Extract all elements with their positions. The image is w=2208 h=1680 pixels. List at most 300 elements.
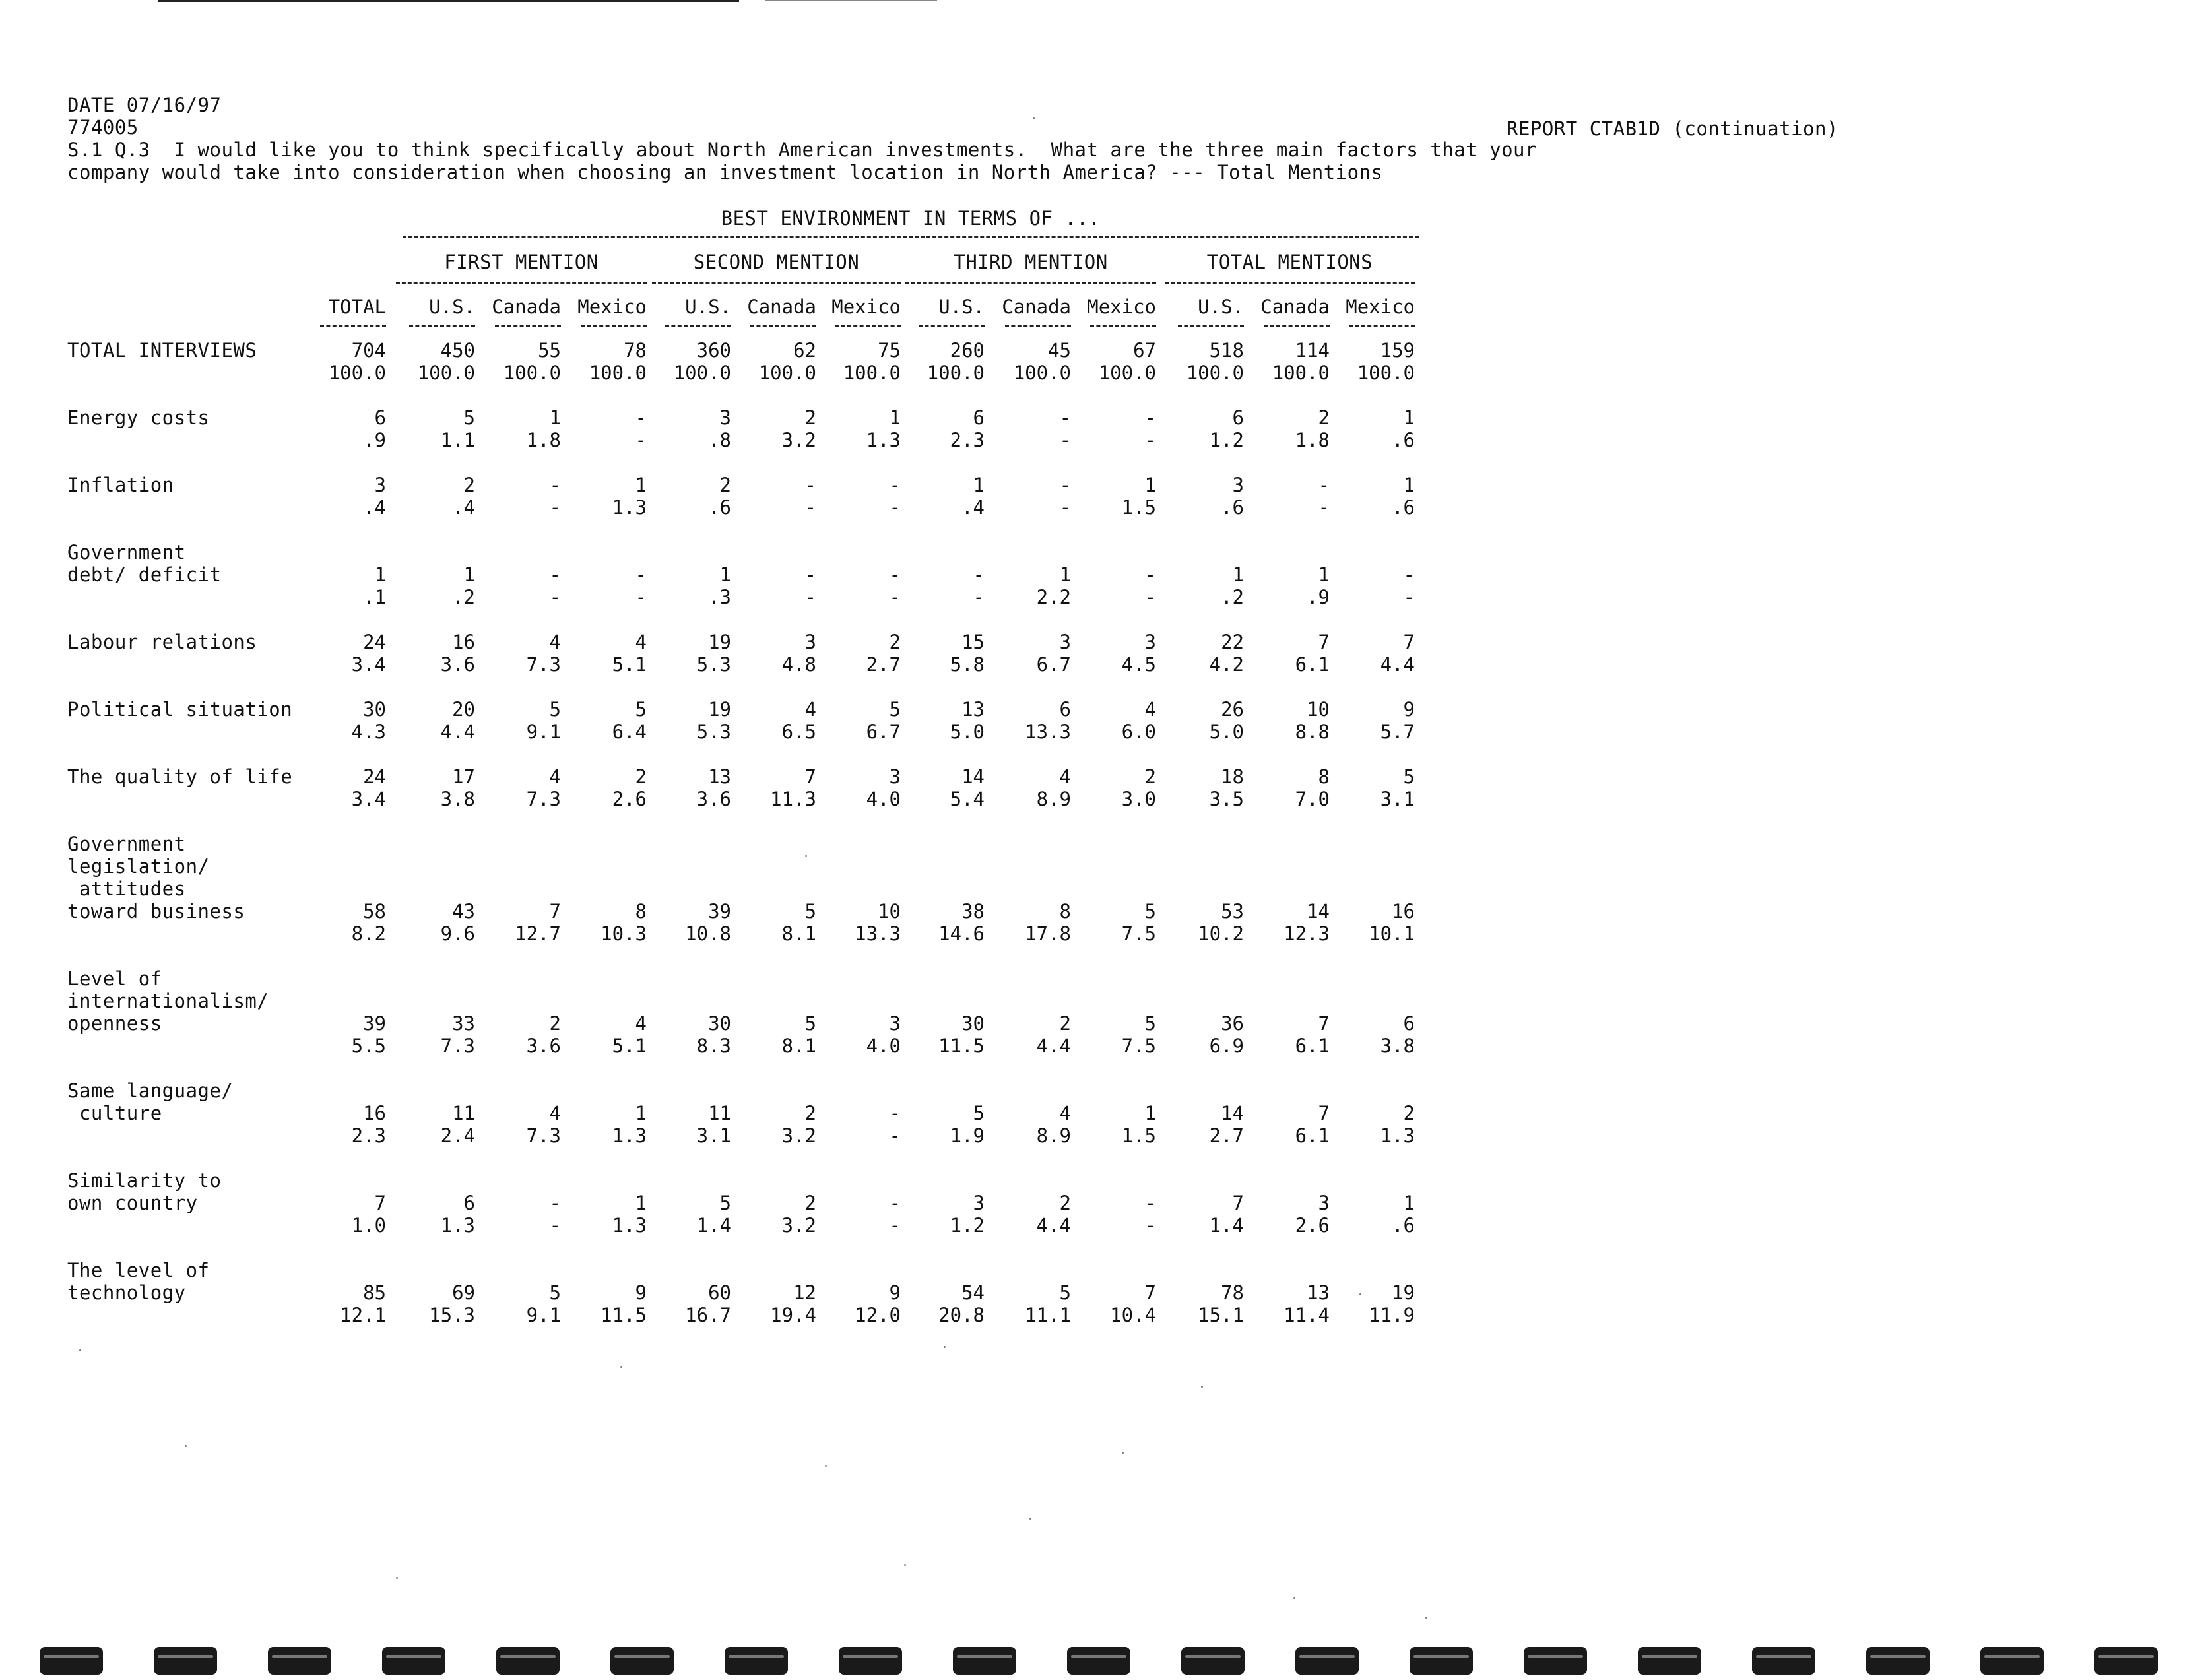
count-cell: 5: [635, 698, 647, 721]
percent-cell: 10.4: [1110, 1304, 1156, 1326]
percent-cell: -: [889, 586, 901, 608]
banner-rule: [403, 236, 1419, 238]
percent-cell: 8.8: [1295, 721, 1330, 743]
percent-cell: 20.8: [938, 1304, 985, 1326]
percent-cell: 5.4: [950, 788, 985, 810]
percent-cell: .4: [961, 496, 985, 519]
percent-cell: 12.7: [515, 922, 561, 945]
percent-cell: 1.8: [1295, 429, 1330, 451]
tractor-feed-strip: [40, 1647, 2178, 1680]
percent-cell: 5.1: [612, 653, 647, 676]
count-cell: 5: [549, 698, 561, 721]
count-cell: 4: [1059, 765, 1071, 788]
count-cell: 2: [1318, 406, 1330, 429]
column-header-7: U.S.: [938, 296, 985, 318]
percent-cell: 4.4: [1036, 1214, 1071, 1237]
percent-cell: -: [804, 586, 816, 608]
percent-cell: 3.6: [440, 653, 475, 676]
percent-cell: -: [635, 586, 647, 608]
count-cell: 450: [440, 339, 475, 362]
count-cell: 3: [1318, 1192, 1330, 1214]
percent-cell: 6.7: [1036, 653, 1071, 676]
count-cell: 3: [889, 1012, 901, 1035]
count-cell: -: [889, 474, 901, 496]
count-cell: 6: [1403, 1012, 1415, 1035]
count-cell: 260: [950, 339, 985, 362]
percent-cell: 12.1: [340, 1304, 386, 1326]
percent-cell: 5.5: [351, 1035, 386, 1057]
percent-cell: 9.1: [526, 721, 561, 743]
percent-cell: -: [889, 1214, 901, 1237]
count-cell: 1: [1144, 1102, 1156, 1124]
percent-cell: -: [1144, 429, 1156, 451]
row-label: internationalism/: [67, 990, 269, 1012]
group-rule-3: [1165, 282, 1415, 284]
count-cell: 6: [374, 406, 386, 429]
row-label: TOTAL INTERVIEWS: [67, 339, 257, 362]
percent-cell: 2.3: [950, 429, 985, 451]
count-cell: 20: [452, 698, 475, 721]
percent-cell: 1.3: [1380, 1124, 1415, 1147]
feed-hole: [1980, 1647, 2044, 1675]
percent-cell: 5.1: [612, 1035, 647, 1057]
percent-cell: 1.3: [440, 1214, 475, 1237]
percent-cell: -: [804, 496, 816, 519]
report-date: DATE 07/16/97: [67, 94, 222, 116]
count-cell: 19: [708, 631, 731, 653]
count-cell: 38: [961, 900, 985, 922]
speck: [805, 855, 807, 857]
count-cell: -: [1144, 406, 1156, 429]
count-cell: 3: [1144, 631, 1156, 653]
percent-cell: 5.8: [950, 653, 985, 676]
row-label: Political situation: [67, 698, 293, 721]
row-label: culture: [67, 1102, 162, 1124]
count-cell: 43: [452, 900, 475, 922]
speck: [396, 1577, 398, 1579]
percent-cell: 1.5: [1121, 1124, 1156, 1147]
count-cell: 67: [1133, 339, 1156, 362]
count-cell: 5: [889, 698, 901, 721]
count-cell: 15: [961, 631, 985, 653]
group-rule-0: [396, 282, 647, 284]
percent-cell: 2.3: [351, 1124, 386, 1147]
count-cell: 9: [1403, 698, 1415, 721]
row-label: Labour relations: [67, 631, 257, 653]
percent-cell: -: [1059, 496, 1071, 519]
row-label: Same language/: [67, 1080, 234, 1102]
count-cell: -: [635, 564, 647, 586]
count-cell: 1: [1318, 564, 1330, 586]
percent-cell: 100.0: [328, 362, 386, 384]
count-cell: 12: [793, 1281, 816, 1304]
percent-cell: 3.6: [526, 1035, 561, 1057]
percent-cell: 2.2: [1036, 586, 1071, 608]
count-cell: 60: [708, 1281, 731, 1304]
percent-cell: 4.8: [781, 653, 816, 676]
count-cell: 2: [1403, 1102, 1415, 1124]
group-header-1: SECOND MENTION: [693, 251, 860, 273]
count-cell: 1: [1144, 474, 1156, 496]
column-header-11: Canada: [1260, 296, 1330, 318]
count-cell: 7: [549, 900, 561, 922]
column-rule-6: [835, 325, 901, 327]
count-cell: 360: [696, 339, 731, 362]
count-cell: -: [1059, 406, 1071, 429]
percent-cell: 10.1: [1369, 922, 1415, 945]
count-cell: 13: [961, 698, 985, 721]
count-cell: 1: [719, 564, 731, 586]
count-cell: 1: [973, 474, 985, 496]
percent-cell: 7.3: [526, 1124, 561, 1147]
percent-cell: 6.1: [1295, 1124, 1330, 1147]
count-cell: 9: [635, 1281, 647, 1304]
column-header-3: Mexico: [577, 296, 647, 318]
count-cell: 2: [463, 474, 475, 496]
percent-cell: 7.3: [440, 1035, 475, 1057]
percent-cell: 1.3: [612, 496, 647, 519]
count-cell: 7: [1318, 1012, 1330, 1035]
percent-cell: 100.0: [758, 362, 816, 384]
percent-cell: 1.2: [950, 1214, 985, 1237]
count-cell: 1: [1403, 474, 1415, 496]
percent-cell: 6.5: [781, 721, 816, 743]
percent-cell: 17.8: [1025, 922, 1071, 945]
count-cell: 75: [878, 339, 901, 362]
count-cell: 704: [351, 339, 386, 362]
speck: [1293, 1597, 1295, 1599]
count-cell: 4: [635, 631, 647, 653]
percent-cell: 3.2: [781, 429, 816, 451]
percent-cell: .2: [1221, 586, 1244, 608]
count-cell: 2: [804, 406, 816, 429]
percent-cell: 1.3: [866, 429, 901, 451]
percent-cell: 5.0: [950, 721, 985, 743]
count-cell: 5: [804, 1012, 816, 1035]
percent-cell: 7.3: [526, 653, 561, 676]
speck: [1033, 117, 1035, 119]
report-id: REPORT CTAB1D (continuation): [1507, 117, 1838, 140]
count-cell: 1: [374, 564, 386, 586]
count-cell: 3: [973, 1192, 985, 1214]
feed-hole: [1295, 1647, 1359, 1675]
question-text-line-2: company would take into consideration when choosing an investment location in North America? --- Total Mentions: [67, 161, 1383, 183]
percent-cell: -: [1059, 429, 1071, 451]
count-cell: -: [1144, 1192, 1156, 1214]
column-rule-9: [1090, 325, 1156, 327]
count-cell: 10: [1307, 698, 1330, 721]
count-cell: 1: [889, 406, 901, 429]
count-cell: 5: [973, 1102, 985, 1124]
feed-hole: [953, 1647, 1016, 1675]
count-cell: 7: [804, 765, 816, 788]
feed-hole: [725, 1647, 788, 1675]
count-cell: 7: [1232, 1192, 1244, 1214]
percent-cell: 10.8: [685, 922, 731, 945]
count-cell: 4: [1144, 698, 1156, 721]
count-cell: 4: [1059, 1102, 1071, 1124]
column-rule-12: [1349, 325, 1415, 327]
count-cell: 10: [878, 900, 901, 922]
percent-cell: -: [1318, 496, 1330, 519]
percent-cell: 1.5: [1121, 496, 1156, 519]
percent-cell: .6: [1392, 1214, 1415, 1237]
row-label: Level of: [67, 967, 162, 990]
percent-cell: 2.6: [612, 788, 647, 810]
count-cell: 11: [708, 1102, 731, 1124]
percent-cell: 9.1: [526, 1304, 561, 1326]
count-cell: 4: [635, 1012, 647, 1035]
count-cell: 159: [1380, 339, 1415, 362]
count-cell: 5: [1059, 1281, 1071, 1304]
percent-cell: 3.8: [1380, 1035, 1415, 1057]
count-cell: 85: [363, 1281, 386, 1304]
percent-cell: 3.1: [1380, 788, 1415, 810]
percent-cell: 8.9: [1036, 1124, 1071, 1147]
percent-cell: 100.0: [1357, 362, 1415, 384]
column-header-6: Mexico: [831, 296, 901, 318]
count-cell: 18: [1221, 765, 1244, 788]
percent-cell: 6.9: [1209, 1035, 1244, 1057]
percent-cell: 100.0: [1272, 362, 1330, 384]
count-cell: 5: [1144, 900, 1156, 922]
percent-cell: 13.3: [855, 922, 901, 945]
speck: [1359, 1293, 1361, 1295]
count-cell: 9: [889, 1281, 901, 1304]
percent-cell: .6: [1392, 496, 1415, 519]
count-cell: 2: [1059, 1192, 1071, 1214]
count-cell: 54: [961, 1281, 985, 1304]
count-cell: 14: [961, 765, 985, 788]
percent-cell: 10.2: [1198, 922, 1244, 945]
row-label: technology: [67, 1281, 186, 1304]
count-cell: 3: [804, 631, 816, 653]
count-cell: -: [1144, 564, 1156, 586]
count-cell: 518: [1209, 339, 1244, 362]
percent-cell: 1.1: [440, 429, 475, 451]
count-cell: 1: [635, 1192, 647, 1214]
percent-cell: 6.7: [866, 721, 901, 743]
percent-cell: 4.4: [1036, 1035, 1071, 1057]
count-cell: 4: [549, 1102, 561, 1124]
count-cell: 6: [1059, 698, 1071, 721]
count-cell: 39: [708, 900, 731, 922]
count-cell: 2: [549, 1012, 561, 1035]
percent-cell: 3.4: [351, 788, 386, 810]
percent-cell: .3: [708, 586, 731, 608]
percent-cell: 3.4: [351, 653, 386, 676]
count-cell: 1: [1403, 406, 1415, 429]
count-cell: 55: [538, 339, 561, 362]
percent-cell: .2: [452, 586, 475, 608]
count-cell: 16: [452, 631, 475, 653]
count-cell: 2: [889, 631, 901, 653]
percent-cell: .4: [363, 496, 386, 519]
percent-cell: -: [1144, 1214, 1156, 1237]
count-cell: 2: [719, 474, 731, 496]
count-cell: 33: [452, 1012, 475, 1035]
row-label: legislation/: [67, 855, 210, 878]
percent-cell: 4.0: [866, 788, 901, 810]
percent-cell: -: [973, 586, 985, 608]
percent-cell: 11.5: [601, 1304, 647, 1326]
column-rule-10: [1178, 325, 1244, 327]
percent-cell: 2.6: [1295, 1214, 1330, 1237]
percent-cell: -: [889, 1124, 901, 1147]
column-header-10: U.S.: [1198, 296, 1244, 318]
column-header-0: TOTAL: [328, 296, 386, 318]
column-rule-3: [581, 325, 647, 327]
count-cell: 1: [635, 1102, 647, 1124]
count-cell: 1: [1059, 564, 1071, 586]
row-label: The quality of life: [67, 765, 293, 788]
percent-cell: 13.3: [1025, 721, 1071, 743]
speck: [1122, 1452, 1124, 1454]
count-cell: 7: [1403, 631, 1415, 653]
count-cell: 3: [889, 765, 901, 788]
percent-cell: 100.0: [1013, 362, 1071, 384]
percent-cell: 100.0: [1098, 362, 1156, 384]
count-cell: 2: [1144, 765, 1156, 788]
row-label: openness: [67, 1012, 162, 1035]
row-label: The level of: [67, 1259, 210, 1281]
speck: [185, 1445, 187, 1447]
count-cell: 3: [719, 406, 731, 429]
count-cell: 30: [961, 1012, 985, 1035]
percent-cell: 6.1: [1295, 653, 1330, 676]
count-cell: 14: [1307, 900, 1330, 922]
percent-cell: .6: [1392, 429, 1415, 451]
feed-hole: [2094, 1647, 2158, 1675]
row-label: toward business: [67, 900, 245, 922]
column-header-1: U.S.: [429, 296, 475, 318]
group-rule-2: [905, 282, 1156, 284]
column-header-9: Mexico: [1087, 296, 1156, 318]
speck: [79, 1349, 81, 1351]
percent-cell: .6: [1221, 496, 1244, 519]
count-cell: 4: [549, 631, 561, 653]
percent-cell: -: [1144, 586, 1156, 608]
top-rule: [158, 0, 739, 2]
count-cell: 8: [635, 900, 647, 922]
percent-cell: 7.0: [1295, 788, 1330, 810]
percent-cell: 8.1: [781, 922, 816, 945]
percent-cell: -: [889, 496, 901, 519]
percent-cell: 100.0: [417, 362, 475, 384]
percent-cell: 10.3: [601, 922, 647, 945]
percent-cell: 1.8: [526, 429, 561, 451]
feed-hole: [1410, 1647, 1473, 1675]
percent-cell: 7.5: [1121, 922, 1156, 945]
percent-cell: 4.2: [1209, 653, 1244, 676]
group-rule-1: [652, 282, 901, 284]
percent-cell: 1.2: [1209, 429, 1244, 451]
percent-cell: 100.0: [503, 362, 561, 384]
job-number: 774005: [67, 116, 139, 139]
count-cell: 62: [793, 339, 816, 362]
count-cell: 30: [363, 698, 386, 721]
feed-hole: [1067, 1647, 1130, 1675]
percent-cell: 1.3: [612, 1124, 647, 1147]
row-label: Energy costs: [67, 406, 210, 429]
count-cell: 24: [363, 631, 386, 653]
percent-cell: 4.4: [1380, 653, 1415, 676]
count-cell: 2: [1059, 1012, 1071, 1035]
row-label: Similarity to: [67, 1169, 222, 1192]
percent-cell: 11.3: [770, 788, 816, 810]
row-label: own country: [67, 1192, 198, 1214]
count-cell: 5: [463, 406, 475, 429]
percent-cell: 100.0: [589, 362, 647, 384]
count-cell: 5: [549, 1281, 561, 1304]
speck: [620, 1366, 622, 1368]
percent-cell: 7.3: [526, 788, 561, 810]
count-cell: 5: [804, 900, 816, 922]
count-cell: 5: [719, 1192, 731, 1214]
column-rule-11: [1264, 325, 1330, 327]
column-rule-4: [665, 325, 731, 327]
count-cell: 69: [452, 1281, 475, 1304]
count-cell: -: [804, 564, 816, 586]
count-cell: -: [1403, 564, 1415, 586]
percent-cell: 6.4: [612, 721, 647, 743]
group-header-3: TOTAL MENTIONS: [1206, 251, 1373, 273]
count-cell: -: [549, 564, 561, 586]
feed-hole: [496, 1647, 560, 1675]
percent-cell: 2.7: [1209, 1124, 1244, 1147]
group-header-0: FIRST MENTION: [444, 251, 599, 273]
column-rule-8: [1005, 325, 1071, 327]
count-cell: 14: [1221, 1102, 1244, 1124]
count-cell: 6: [1232, 406, 1244, 429]
count-cell: 17: [452, 765, 475, 788]
percent-cell: 3.2: [781, 1214, 816, 1237]
percent-cell: 19.4: [770, 1304, 816, 1326]
percent-cell: 6.0: [1121, 721, 1156, 743]
group-header-2: THIRD MENTION: [954, 251, 1108, 273]
percent-cell: 1.4: [696, 1214, 731, 1237]
count-cell: -: [635, 406, 647, 429]
percent-cell: 11.4: [1283, 1304, 1330, 1326]
column-header-2: Canada: [492, 296, 561, 318]
count-cell: -: [889, 564, 901, 586]
count-cell: 26: [1221, 698, 1244, 721]
count-cell: 78: [624, 339, 647, 362]
count-cell: 3: [374, 474, 386, 496]
banner-title: BEST ENVIRONMENT IN TERMS OF ...: [721, 207, 1101, 230]
count-cell: 2: [804, 1102, 816, 1124]
count-cell: 19: [708, 698, 731, 721]
count-cell: 13: [1307, 1281, 1330, 1304]
count-cell: 7: [1144, 1281, 1156, 1304]
count-cell: 6: [463, 1192, 475, 1214]
feed-hole: [1181, 1647, 1245, 1675]
column-rule-0: [320, 325, 386, 327]
feed-hole: [40, 1647, 103, 1675]
percent-cell: 16.7: [685, 1304, 731, 1326]
count-cell: 7: [374, 1192, 386, 1214]
percent-cell: 12.3: [1283, 922, 1330, 945]
count-cell: 5: [1403, 765, 1415, 788]
percent-cell: 8.1: [781, 1035, 816, 1057]
row-label: attitudes: [67, 878, 186, 900]
percent-cell: 3.6: [696, 788, 731, 810]
row-label: debt/ deficit: [67, 564, 222, 586]
speck: [1029, 1518, 1031, 1520]
count-cell: 58: [363, 900, 386, 922]
count-cell: 11: [452, 1102, 475, 1124]
percent-cell: 3.5: [1209, 788, 1244, 810]
